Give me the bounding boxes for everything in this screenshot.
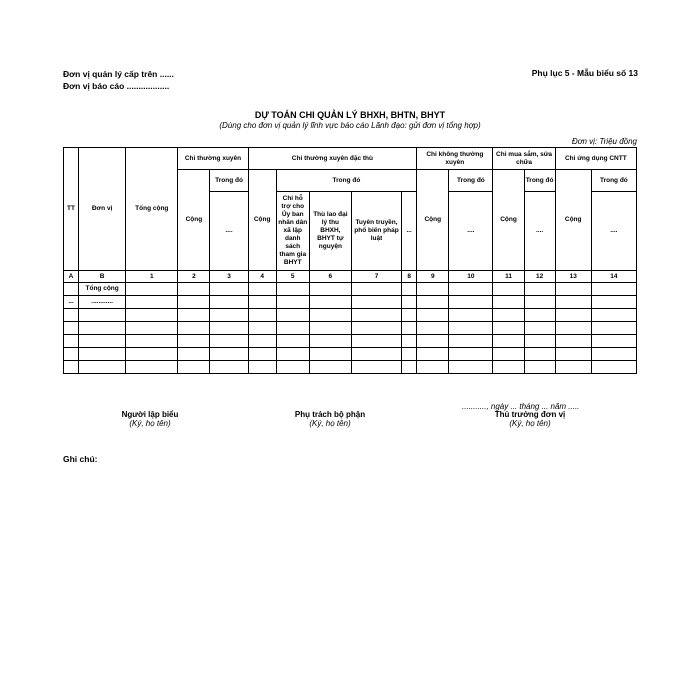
- code-cell: 2: [178, 271, 210, 283]
- col-irregular-header: Chi không thường xuyên: [417, 148, 493, 170]
- code-cell: 14: [591, 271, 636, 283]
- code-cell: 3: [210, 271, 248, 283]
- table-row: [64, 348, 637, 361]
- dept-sign-note: (Ký, họ tên): [309, 419, 351, 428]
- col-procurement-header: Chi mua sắm, sửa chữa: [493, 148, 555, 170]
- document-subtitle: (Dùng cho đơn vị quản lý lĩnh vực báo cáo Lãnh đạo: gửi đơn vị tổng hợp): [219, 121, 481, 130]
- preparer-sign-note: (Ký, họ tên): [129, 419, 171, 428]
- reporting-unit-label: Đơn vị báo cáo ..................: [63, 81, 170, 91]
- procurement-dots: ....: [524, 192, 555, 271]
- col-regular-header: Chi thường xuyên: [178, 148, 248, 170]
- table-row: [64, 335, 637, 348]
- code-cell: 4: [248, 271, 276, 283]
- code-cell: 12: [524, 271, 555, 283]
- irregular-total-header: Cộng: [417, 170, 449, 271]
- col-special-header: Chi thường xuyên đặc thù: [248, 148, 417, 170]
- row-tt-dots: ...: [64, 296, 79, 309]
- procurement-of-which-header: Trong đó: [524, 170, 555, 192]
- total-row-label: Tổng cộng: [79, 283, 126, 296]
- head-title: Thủ trưởng đơn vị: [494, 410, 566, 419]
- row-unit-dots: ............: [79, 296, 126, 309]
- col-unit-header: Đơn vị: [79, 148, 126, 271]
- procurement-total-header: Cộng: [493, 170, 524, 271]
- preparer-title: Người lập biểu: [121, 410, 179, 419]
- it-of-which-header: Trong đó: [591, 170, 636, 192]
- code-cell: 10: [449, 271, 493, 283]
- superior-unit-label: Đơn vị quản lý cấp trên ......: [63, 69, 174, 79]
- col-it-header: Chi ứng dụng CNTT: [555, 148, 636, 170]
- column-code-row: [64, 271, 637, 283]
- currency-unit: Đơn vị: Triệu đồng: [571, 137, 637, 146]
- document-title: DỰ TOÁN CHI QUẢN LÝ BHXH, BHTN, BHYT: [254, 110, 446, 120]
- code-cell: 9: [417, 271, 449, 283]
- regular-total-header: Cộng: [178, 170, 210, 271]
- code-cell: 6: [309, 271, 351, 283]
- propaganda-header: Tuyên truyền, phổ biến pháp luật: [351, 192, 401, 271]
- support-commune-header: Chi hỗ trợ cho Ủy ban nhân dân xã lập danh sách tham gia BHYT: [276, 192, 309, 271]
- regular-dots: ....: [210, 192, 248, 271]
- table-row: [64, 309, 637, 322]
- signature-dept: [250, 410, 410, 428]
- code-cell: 13: [555, 271, 591, 283]
- irregular-dots: ....: [449, 192, 493, 271]
- it-total-header: Cộng: [555, 170, 591, 271]
- code-cell: 11: [493, 271, 524, 283]
- budget-table: [63, 147, 637, 374]
- code-cell: 7: [351, 271, 401, 283]
- col-total-header: Tổng cộng: [126, 148, 178, 271]
- head-sign-note: (Ký, họ tên): [509, 419, 551, 428]
- dept-title: Phụ trách bộ phận: [294, 410, 366, 419]
- it-dots: ....: [591, 192, 636, 271]
- code-cell: 8: [402, 271, 417, 283]
- appendix-label: Phụ lục 5 - Mẫu biểu số 13: [531, 68, 638, 78]
- table-row-total: [64, 283, 637, 296]
- special-total-header: Cộng: [248, 170, 276, 271]
- signature-preparer: [70, 410, 230, 428]
- table-row: [64, 322, 637, 335]
- code-cell: 1: [126, 271, 178, 283]
- code-cell: 5: [276, 271, 309, 283]
- code-cell: A: [64, 271, 79, 283]
- regular-of-which-header: Trong đó: [210, 170, 248, 192]
- note-label: Ghi chú:: [63, 454, 98, 464]
- table-row: [64, 361, 637, 374]
- header-left: [63, 68, 174, 92]
- date-line: ..........., ngày ... tháng ... năm .....: [462, 402, 580, 411]
- table-row: [64, 296, 637, 309]
- irregular-of-which-header: Trong đó: [449, 170, 493, 192]
- signature-head: [450, 410, 610, 428]
- special-ellipsis: ...: [402, 192, 417, 271]
- special-of-which-header: Trong đó: [276, 170, 417, 192]
- agent-fee-header: Thù lao đại lý thu BHXH, BHYT tự nguyện: [309, 192, 351, 271]
- code-cell: B: [79, 271, 126, 283]
- col-tt-header: TT: [64, 148, 79, 271]
